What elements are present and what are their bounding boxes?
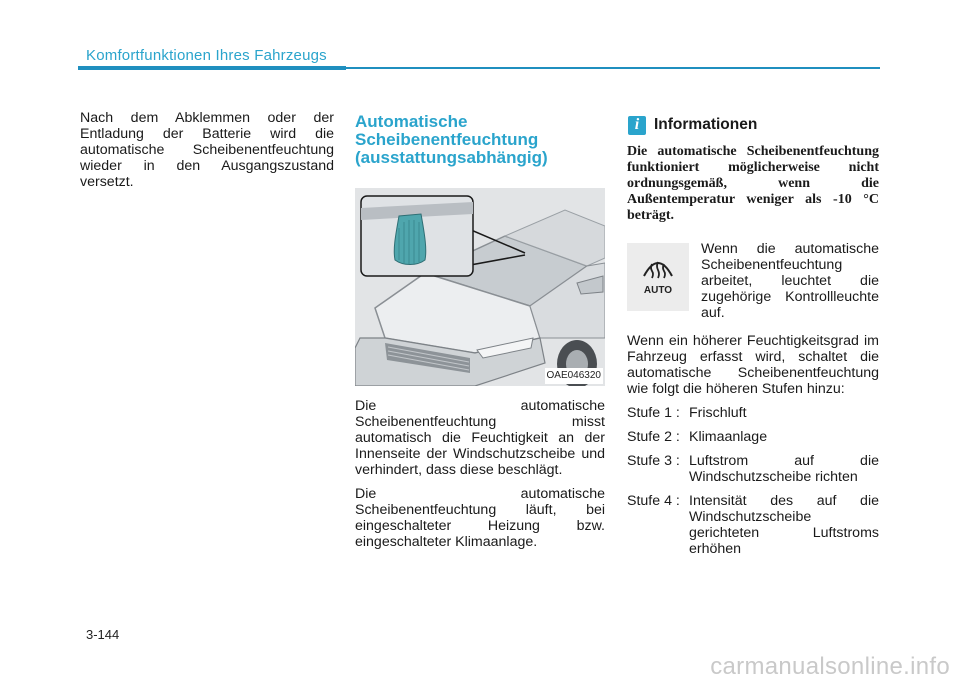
section-heading-line3: (ausstattungsabhängig) [355,148,548,167]
section-heading-line2: Scheibenentfeuchtung [355,130,539,149]
header-rule-accent [78,66,346,70]
auto-defog-icon [627,243,689,311]
levels-list [627,405,879,557]
indicator-light-paragraph: Wenn die automatische Scheibenentfeuchtung arbeitet, leuchtet die zugehörige Kontrollleuchte auf. [701,241,879,321]
operation-condition-paragraph: Die automatische Scheibenentfeuchtung läuft, bei eingeschalteter Heizung bzw. eingeschalteter Klimaanlage. [355,486,605,550]
page-number: 3-144 [86,627,120,642]
level-value: Frischluft [689,405,747,421]
level-key: Stufe 4 : [627,493,680,509]
level-key: Stufe 1 : [627,405,680,421]
column-middle [355,113,605,558]
level-value: Klimaanlage [689,429,768,445]
column-left [80,110,334,198]
car-sensor-illustration [355,188,605,386]
info-heading [627,115,879,135]
info-title: Informationen [654,116,758,133]
level-item-2 [627,429,879,445]
section-heading-line1: Automatische [355,112,468,131]
humidity-levels-intro: Wenn ein höherer Feuchtigkeitsgrad im Fahrzeug erfasst wird, schaltet die automatische Scheibenentfeuchtung wie folgt die höheren Stufen hinzu: [627,333,879,397]
battery-note-paragraph: Nach dem Abklemmen oder der Entladung der Batterie wird die automatische Scheibenentfeuchtung wieder in den Ausgangszustand versetzt. [80,110,334,190]
level-item-1 [627,405,879,421]
windshield-defrost-icon [642,256,674,282]
header-rule [346,67,880,69]
auto-defog-indicator-block [627,242,879,321]
car-illustration-svg [355,188,605,386]
level-item-3 [627,453,879,485]
level-value: Intensität des auf die Windschutzscheibe gerichteten Luftstroms erhöhen [689,493,879,557]
level-item-4 [627,493,879,557]
figure-code: OAE046320 [545,368,604,384]
watermark: carmanualsonline.info [710,653,950,680]
column-right [627,115,879,565]
section-heading [355,113,605,167]
info-icon: i [628,116,646,135]
level-key: Stufe 3 : [627,453,680,469]
running-header: Komfortfunktionen Ihres Fahrzeugs [86,47,327,64]
level-key: Stufe 2 : [627,429,680,445]
humidity-sensor-paragraph: Die automatische Scheibenentfeuchtung misst automatisch die Feuchtigkeit an der Innenseite der Windschutzscheibe und verhindert, dass diese beschlägt. [355,398,605,478]
info-text: Die automatische Scheibenentfeuchtung funktioniert möglicherweise nicht ordnungsgemäß, wenn die Außentemperatur weniger als -10 °C beträgt. [627,144,879,223]
auto-icon-label: AUTO [643,284,673,296]
level-value: Luftstrom auf die Windschutzscheibe richten [689,453,879,485]
